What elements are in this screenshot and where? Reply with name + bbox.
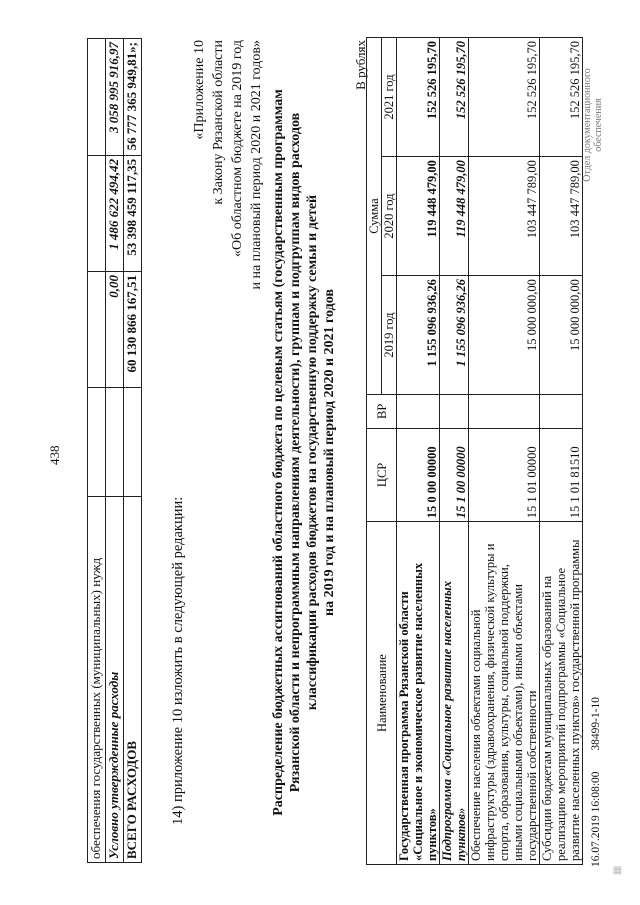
table-row: [540, 38, 583, 865]
table-row: [397, 38, 440, 865]
value-2021: 152 526 195,70: [440, 38, 469, 157]
row-name: Субсидии бюджетам муниципальных образований на реализацию мероприятий подпрограммы «Социальное развитие населенных пунктов» государственной программы: [540, 522, 583, 865]
header-csr: ЦСР: [367, 428, 397, 522]
row-vr: [469, 395, 540, 429]
value-2020: 103 447 789,00: [469, 157, 540, 276]
header-2019: 2019 год: [382, 276, 397, 395]
title-line: Распределение бюджетных ассигнований областного бюджета по целевым статьям (государственным программам: [271, 89, 286, 816]
value-2019: 15 000 000,00: [540, 276, 583, 395]
appendix-line: «Приложение 10: [192, 40, 207, 140]
row-vr: [440, 395, 469, 429]
row-name: Условно утвержденные расходы: [106, 496, 124, 862]
row-vr: [540, 395, 583, 429]
amendment-line: 14) приложение 10 изложить в следующей редакции:: [170, 496, 186, 825]
row-name: Подпрограмма «Социальное развитие населенных пунктов»: [440, 522, 469, 865]
row-csr: 15 1 01 81510: [540, 428, 583, 522]
row-name: Государственная программа Рязанской области «Социальное и экономическое развитие населенных пунктов»: [397, 522, 440, 865]
row-name: обеспечения государственных (муниципальных) нужд: [88, 496, 106, 862]
value-2020: 1 486 622 494,42: [106, 155, 124, 271]
page-number: 438: [47, 445, 62, 465]
header-name: Наименование: [367, 522, 397, 865]
appendix-line: к Закону Рязанской области: [211, 40, 226, 205]
value-2020: 119 448 479,00: [440, 157, 469, 276]
footer-date: 16.07.2019 16:08:00: [590, 771, 602, 867]
header-vr: ВР: [367, 395, 397, 429]
value-2019: 15 000 000,00: [469, 276, 540, 395]
table-row: [124, 39, 142, 863]
header-row: [367, 38, 382, 865]
table-row: [106, 39, 124, 863]
title-line: классификации расходов бюджетов на государственную поддержку семьи и детей: [305, 194, 320, 711]
row-csr: 15 1 00 00000: [440, 428, 469, 522]
row-csr: 15 1 01 00000: [469, 428, 540, 522]
appendix-line: и на плановый период 2020 и 2021 годов»: [249, 40, 264, 290]
totals-table: [87, 38, 142, 863]
value-2019: 1 155 096 936,26: [440, 276, 469, 395]
value-2021: 152 526 195,70: [397, 38, 440, 157]
value-2021: 152 526 195,70: [469, 38, 540, 157]
value-2021: 56 777 365 949,81»;: [124, 39, 142, 156]
row-name: Обеспечение населения объектами социальной инфраструктуры (здравоохранения, физической культуры и спорта, образования, культуры, социальной поддержки, иными социальными объектами), иными объектами государственной собственности: [469, 522, 540, 865]
document-title: [270, 40, 338, 865]
value-2021: 152 526 195,70: [540, 38, 583, 157]
scan-mark-icon: ▦: [612, 865, 623, 875]
value-2020: 53 398 459 117,35: [124, 155, 142, 271]
row-csr: 15 0 00 00000: [397, 428, 440, 522]
table-row: [88, 39, 106, 863]
footer: [590, 679, 602, 867]
title-line: на 2019 год и на плановый период 2020 и 2021 годов: [322, 289, 337, 616]
row-name: ВСЕГО РАСХОДОВ: [124, 496, 142, 862]
header-2021: 2021 год: [382, 38, 397, 157]
value-2020: 119 448 479,00: [397, 157, 440, 276]
unit-label: В рублях: [353, 40, 368, 90]
title-line: Рязанской области и непрограммным направлениям деятельности), группам и подгруппам видов расходов: [288, 112, 303, 793]
value-2019: 0,00: [106, 271, 124, 387]
table-row: [440, 38, 469, 865]
value-2019: 1 155 096 936,26: [397, 276, 440, 395]
office-stamp: Отдел документационного обеспечения: [582, 68, 604, 182]
appendix-header: [190, 40, 266, 340]
value-2019: 60 130 866 167,51: [124, 271, 142, 387]
header-2020: 2020 год: [382, 157, 397, 276]
header-sum: Сумма: [367, 38, 382, 395]
table-row: [469, 38, 540, 865]
row-vr: [397, 395, 440, 429]
budget-table: [366, 37, 583, 865]
value-2021: 3 058 995 916,97: [106, 39, 124, 156]
value-2020: 103 447 789,00: [540, 157, 583, 276]
appendix-line: «Об областном бюджете на 2019 год: [230, 40, 245, 257]
footer-code: 38499-1-10: [590, 696, 602, 751]
